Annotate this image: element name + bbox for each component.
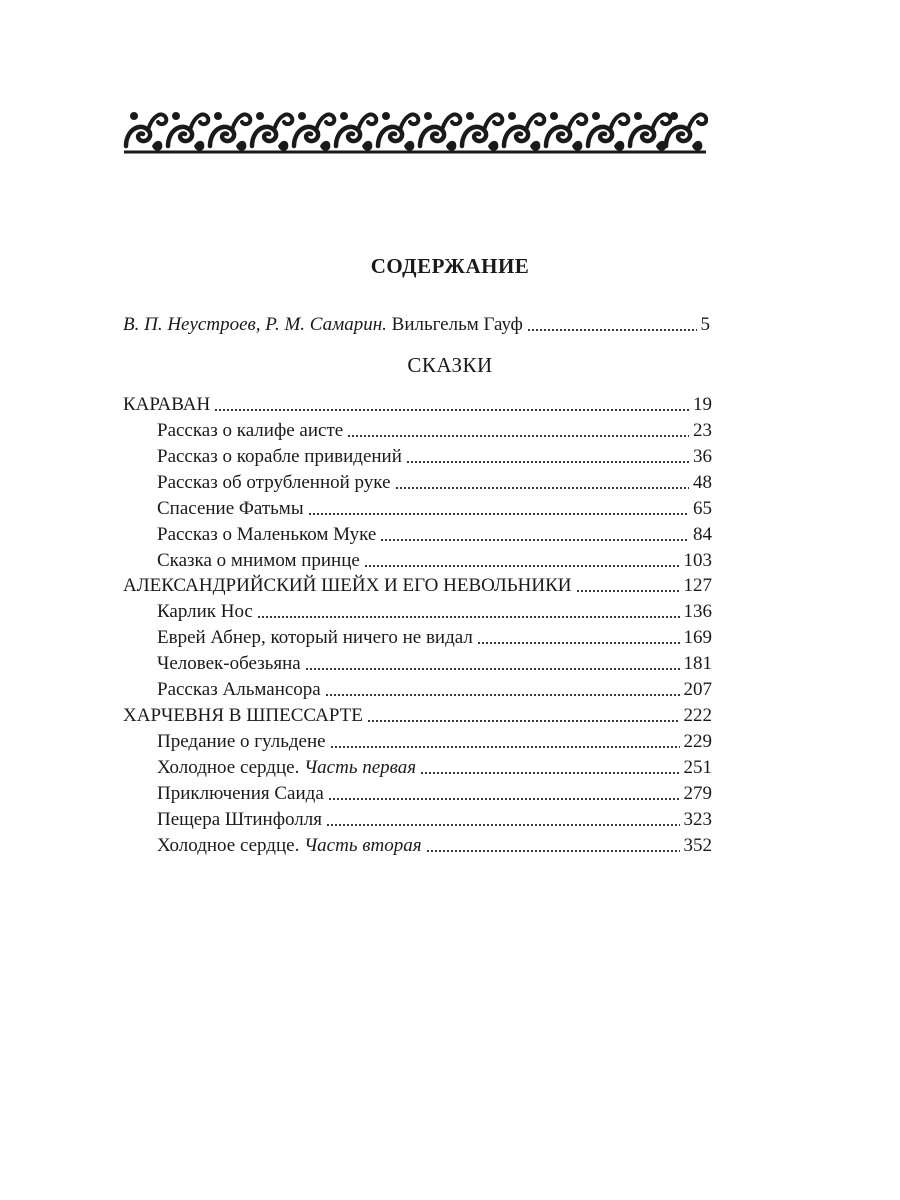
toc-entry-title-text: Холодное сердце. [157,757,300,778]
dot-leader [330,744,680,750]
dot-leader [325,692,680,698]
page-title: СОДЕРЖАНИЕ [370,254,530,278]
toc-entry-title: Рассказ Альмансора [157,679,321,700]
toc-page-number: 65 [693,498,712,519]
dot-leader [406,459,689,465]
toc-entry [157,651,712,677]
dot-leader [305,666,680,672]
toc-entry-title [157,833,422,859]
toc-entry [157,729,712,755]
dot-leader [328,796,680,802]
toc-entry-intro [123,312,710,338]
toc-page-number: 36 [693,446,712,467]
toc-page-number: 279 [683,783,712,804]
toc-page-number: 5 [700,314,710,335]
toc-entry [157,522,712,548]
toc-entry-subtitle: Часть вторая [304,835,422,856]
toc-page-number: 19 [693,394,712,415]
toc-page-number: 323 [683,809,712,830]
decorative-ornament-band [122,100,708,158]
toc-entry-title: Рассказ о Маленьком Муке [157,524,377,545]
toc-entry [157,833,712,859]
toc-entry [157,444,712,470]
dot-leader [420,770,679,776]
toc-page-number: 127 [683,575,712,596]
toc-entry [157,496,712,522]
toc-page-number: 229 [683,731,712,752]
toc-page-number: 23 [693,420,712,441]
toc-entry-subtitle: Часть первая [304,757,417,778]
toc-entry-title: Предание о гульдене [157,731,326,752]
toc-entry-section [123,392,712,418]
toc-page-number: 251 [683,757,712,778]
toc-entry-title: Приключения Саида [157,783,324,804]
toc-entry [157,755,712,781]
dot-leader [214,407,689,413]
dot-leader [367,718,680,724]
toc-entry-title: КАРАВАН [123,394,211,415]
toc-entry [157,677,712,703]
toc-page-number: 103 [683,550,712,571]
intro-title: Вильгельм Гауф [391,314,523,335]
toc-entry-title: Рассказ о корабле привидений [157,446,402,467]
dot-leader [257,614,680,620]
toc-page-number: 48 [693,472,712,493]
toc-entry-title: Спасение Фатьмы [157,498,304,519]
toc-entry [157,625,712,651]
toc-entry-title: Карлик Нос [157,601,253,622]
toc-entry [157,418,712,444]
dot-leader [308,511,689,517]
section-title: СКАЗКИ [407,353,493,377]
toc-entry [157,781,712,807]
toc-entry-title: Рассказ об отрубленной руке [157,472,391,493]
toc-entry-title-text: Холодное сердце. [157,835,300,856]
toc-page-number: 222 [683,705,712,726]
toc-entry-title: ХАРЧЕВНЯ В ШПЕССАРТЕ [123,705,363,726]
toc-entry-title: АЛЕКСАНДРИЙСКИЙ ШЕЙХ И ЕГО НЕВОЛЬНИКИ [123,575,572,596]
toc-entry-title: Рассказ о калифе аисте [157,420,344,441]
dot-leader [527,327,697,333]
toc-entry-section [123,703,712,729]
dot-leader [364,563,680,569]
toc-entry-title: Пещера Штинфолля [157,809,322,830]
toc-page-number: 169 [683,627,712,648]
toc-entry [157,470,712,496]
toc-page-number: 207 [683,679,712,700]
dot-leader [426,848,680,854]
dot-leader [395,485,689,491]
intro-authors: В. П. Неустроев, Р. М. Самарин. [123,314,387,335]
toc-page-number: 84 [693,524,712,545]
toc-entry-section [123,573,712,599]
toc-entry-title [123,312,523,338]
toc-entry-title: Сказка о мнимом принце [157,550,360,571]
dot-leader [477,640,680,646]
toc-entry-title: Человек-обезьяна [157,653,301,674]
dot-leader [347,433,689,439]
toc-entry [157,548,712,574]
toc-page-number: 181 [683,653,712,674]
toc-page-number: 352 [683,835,712,856]
dot-leader [326,822,680,828]
toc-entry [157,807,712,833]
dot-leader [380,537,689,543]
toc-entry-title: Еврей Абнер, который ничего не видал [157,627,473,648]
toc-page-number: 136 [683,601,712,622]
toc-entry-title [157,755,416,781]
toc-entry [157,599,712,625]
dot-leader [576,588,680,594]
